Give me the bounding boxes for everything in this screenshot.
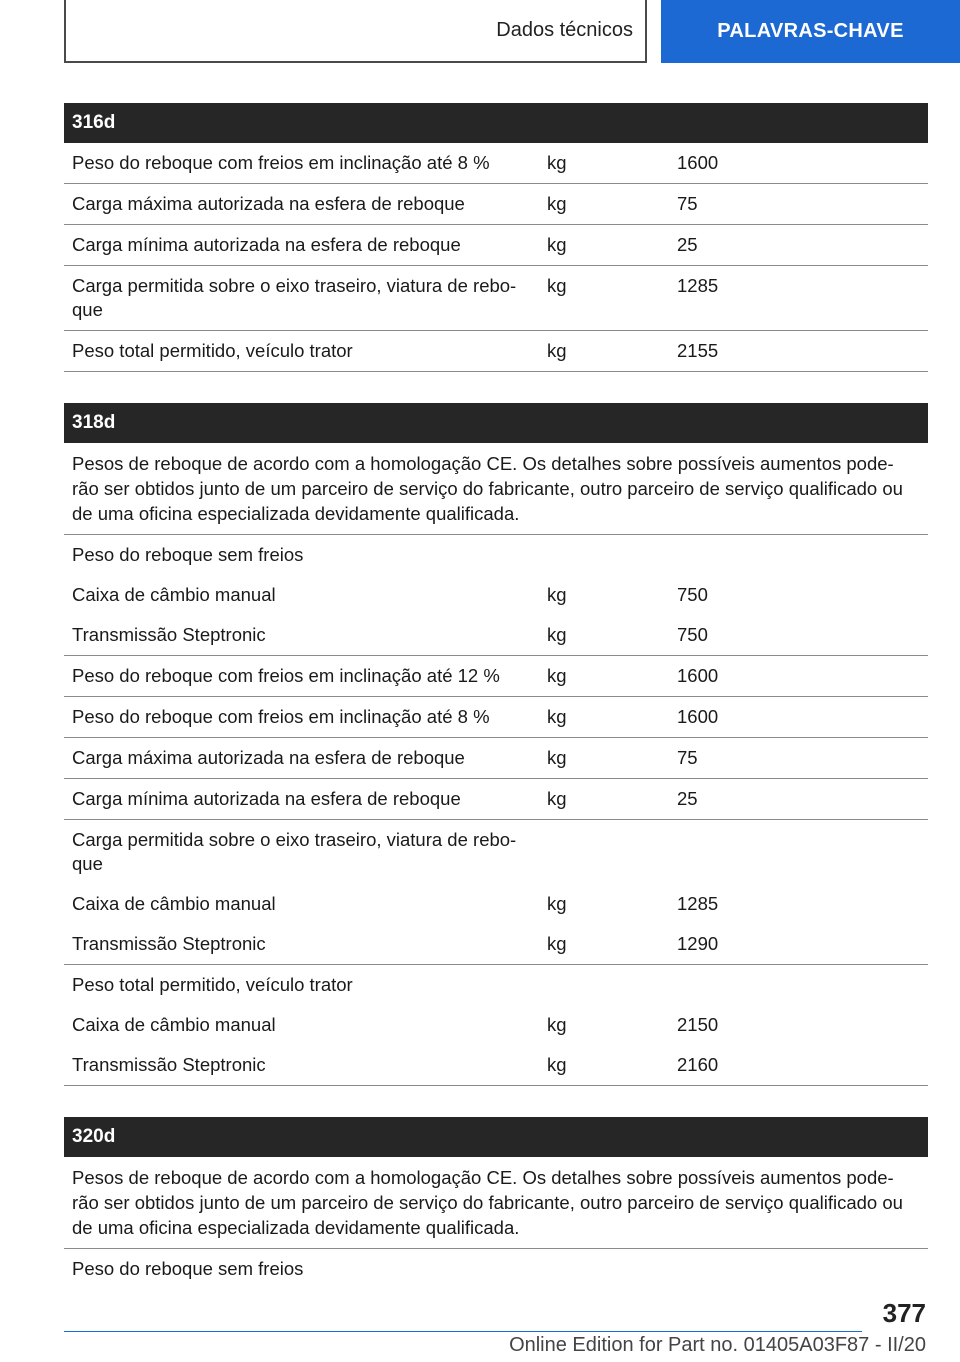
- section-316d: [64, 103, 928, 372]
- row-value: 2155: [677, 340, 719, 361]
- row-value: 750: [677, 584, 708, 605]
- row-unit: kg: [547, 624, 567, 645]
- row-unit: kg: [547, 275, 567, 296]
- row-value: 2150: [677, 1014, 719, 1035]
- table-row: [64, 965, 928, 1005]
- row-value: 1600: [677, 152, 719, 173]
- row-label: Carga máxima autorizada na esfera de reboque: [72, 193, 465, 214]
- row-unit: kg: [547, 747, 567, 768]
- row-unit: kg: [547, 193, 567, 214]
- row-value: 1290: [677, 933, 719, 954]
- row-value: 2160: [677, 1054, 719, 1075]
- table-row: [64, 820, 928, 884]
- row-label: Carga mínima autorizada na esfera de reboque: [72, 234, 461, 255]
- row-label: Caixa de câmbio manual: [72, 893, 276, 914]
- row-value: 1600: [677, 706, 719, 727]
- row-unit: kg: [547, 893, 567, 914]
- table-row: [64, 779, 928, 820]
- row-label: Peso total permitido, veículo trator: [72, 974, 353, 995]
- table-row: [64, 656, 928, 697]
- homologation-note: Pesos de reboque de acordo com a homologação CE. Os detalhes sobre possíveis aumentos pode-rão ser obtidos junto de um parceiro de serviço do fabricante, outro parceiro de serviço qualificado ou de uma oficina especializada devidamente qualificada.: [64, 443, 928, 535]
- section-320d: [64, 1117, 928, 1289]
- section-318d: [64, 403, 928, 1086]
- row-label: Peso do reboque com freios em inclinação até 8 %: [72, 152, 490, 173]
- table-row: [64, 738, 928, 779]
- footer-divider: [64, 1331, 862, 1332]
- table-row: [64, 184, 928, 225]
- row-label: Peso do reboque sem freios: [72, 1258, 304, 1279]
- row-unit: kg: [547, 933, 567, 954]
- tab-technical-data[interactable]: [64, 0, 647, 63]
- row-label: Peso do reboque com freios em inclinação até 8 %: [72, 706, 490, 727]
- row-unit: [539, 965, 669, 1005]
- row-unit: kg: [547, 1054, 567, 1075]
- table-row: [64, 143, 928, 184]
- table-row: [64, 615, 928, 656]
- edition-text: Online Edition for Part no. 01405A03F87 - II/20: [509, 1334, 926, 1356]
- row-unit: kg: [547, 152, 567, 173]
- row-unit: [539, 535, 669, 575]
- section-title: 316d: [64, 103, 928, 143]
- section-title: 320d: [64, 1117, 928, 1157]
- table-row: [64, 924, 928, 965]
- homologation-note: Pesos de reboque de acordo com a homologação CE. Os detalhes sobre possíveis aumentos pode-rão ser obtidos junto de um parceiro de serviço do fabricante, outro parceiro de serviço qualificado ou de uma oficina especializada devidamente qualificada.: [64, 1157, 928, 1249]
- row-label: Peso do reboque sem freios: [72, 544, 304, 565]
- row-unit: kg: [547, 788, 567, 809]
- row-value: 75: [677, 747, 698, 768]
- row-value: 1285: [677, 893, 719, 914]
- row-unit: kg: [547, 340, 567, 361]
- table-row: [64, 266, 928, 331]
- row-label: Carga permitida sobre o eixo traseiro, viatura de rebo-que: [72, 275, 517, 320]
- row-label: Transmissão Steptronic: [72, 933, 266, 954]
- table-row: [64, 1005, 928, 1045]
- row-label: Caixa de câmbio manual: [72, 584, 276, 605]
- top-navigation: [0, 0, 960, 66]
- tab-keywords-label: PALAVRAS-CHAVE: [717, 20, 904, 42]
- row-label: Transmissão Steptronic: [72, 624, 266, 645]
- row-label: Peso total permitido, veículo trator: [72, 340, 353, 361]
- row-label: Caixa de câmbio manual: [72, 1014, 276, 1035]
- row-value: 75: [677, 193, 698, 214]
- row-unit: kg: [547, 584, 567, 605]
- section-title: 318d: [64, 403, 928, 443]
- spec-tables: [64, 103, 928, 1320]
- tab-technical-data-label: Dados técnicos: [496, 19, 633, 41]
- row-value: [669, 1249, 928, 1289]
- row-unit: kg: [547, 665, 567, 686]
- tab-keywords[interactable]: [661, 0, 960, 63]
- table-row: [64, 697, 928, 738]
- table-row: [64, 1045, 928, 1086]
- row-unit: kg: [547, 1014, 567, 1035]
- row-unit: kg: [547, 706, 567, 727]
- row-value: [669, 820, 928, 884]
- table-row: [64, 225, 928, 266]
- page-number: 377: [882, 1298, 926, 1328]
- row-unit: [539, 820, 669, 884]
- row-unit: [539, 1249, 669, 1289]
- row-value: 1600: [677, 665, 719, 686]
- row-label: Transmissão Steptronic: [72, 1054, 266, 1075]
- row-value: 1285: [677, 275, 719, 296]
- row-unit: kg: [547, 234, 567, 255]
- table-row: [64, 884, 928, 924]
- row-value: 750: [677, 624, 708, 645]
- table-row: [64, 575, 928, 615]
- table-row: [64, 331, 928, 372]
- row-value: [669, 535, 928, 575]
- row-value: [669, 965, 928, 1005]
- table-row: [64, 535, 928, 575]
- table-row: [64, 1249, 928, 1289]
- row-label: Peso do reboque com freios em inclinação até 12 %: [72, 665, 500, 686]
- row-label: Carga máxima autorizada na esfera de reboque: [72, 747, 465, 768]
- row-value: 25: [677, 234, 698, 255]
- row-value: 25: [677, 788, 698, 809]
- row-label: Carga permitida sobre o eixo traseiro, viatura de rebo-que: [72, 829, 517, 874]
- row-label: Carga mínima autorizada na esfera de reboque: [72, 788, 461, 809]
